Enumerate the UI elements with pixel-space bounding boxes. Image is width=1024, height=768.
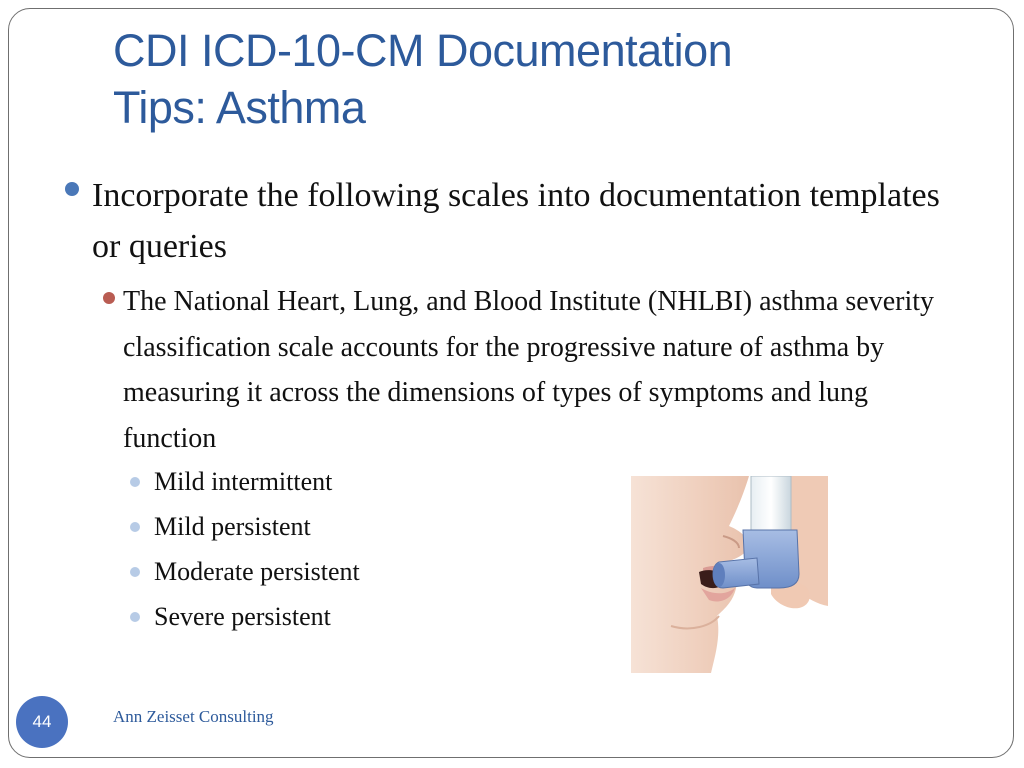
list-dot-icon bbox=[130, 477, 140, 487]
severity-label: Severe persistent bbox=[154, 602, 331, 631]
severity-item-moderate-persistent bbox=[128, 552, 588, 597]
list-dot-icon bbox=[130, 522, 140, 532]
sub-bullet-text: The National Heart, Lung, and Blood Institute (NHLBI) asthma severity classification scale accounts for the progressive nature of asthma by measuring it across the dimensions of types of symptoms and lung function bbox=[123, 286, 935, 454]
slide-title-line-2: Tips: Asthma bbox=[113, 82, 366, 133]
slide-title bbox=[113, 22, 993, 136]
severity-item-mild-persistent bbox=[128, 507, 588, 552]
severity-label: Mild persistent bbox=[154, 512, 311, 541]
severity-list bbox=[128, 462, 588, 642]
list-dot-icon bbox=[130, 567, 140, 577]
severity-label: Moderate persistent bbox=[154, 557, 360, 586]
severity-item-severe-persistent bbox=[128, 597, 588, 642]
severity-label: Mild intermittent bbox=[154, 467, 333, 496]
inhaler-photo bbox=[631, 476, 828, 673]
footer-text: Ann Zeisset Consulting bbox=[113, 707, 274, 726]
list-dot-icon bbox=[130, 612, 140, 622]
sub-bullet-dot-icon bbox=[103, 292, 115, 304]
main-bullet-text: Incorporate the following scales into documentation templates or queries bbox=[92, 177, 940, 265]
page-number-badge: 44 bbox=[16, 696, 68, 748]
slide-title-line-1: CDI ICD-10-CM Documentation bbox=[113, 25, 733, 76]
bullet-dot-icon bbox=[65, 182, 79, 196]
inhaler-illustration bbox=[631, 476, 828, 673]
severity-item-mild-intermittent bbox=[128, 462, 588, 507]
